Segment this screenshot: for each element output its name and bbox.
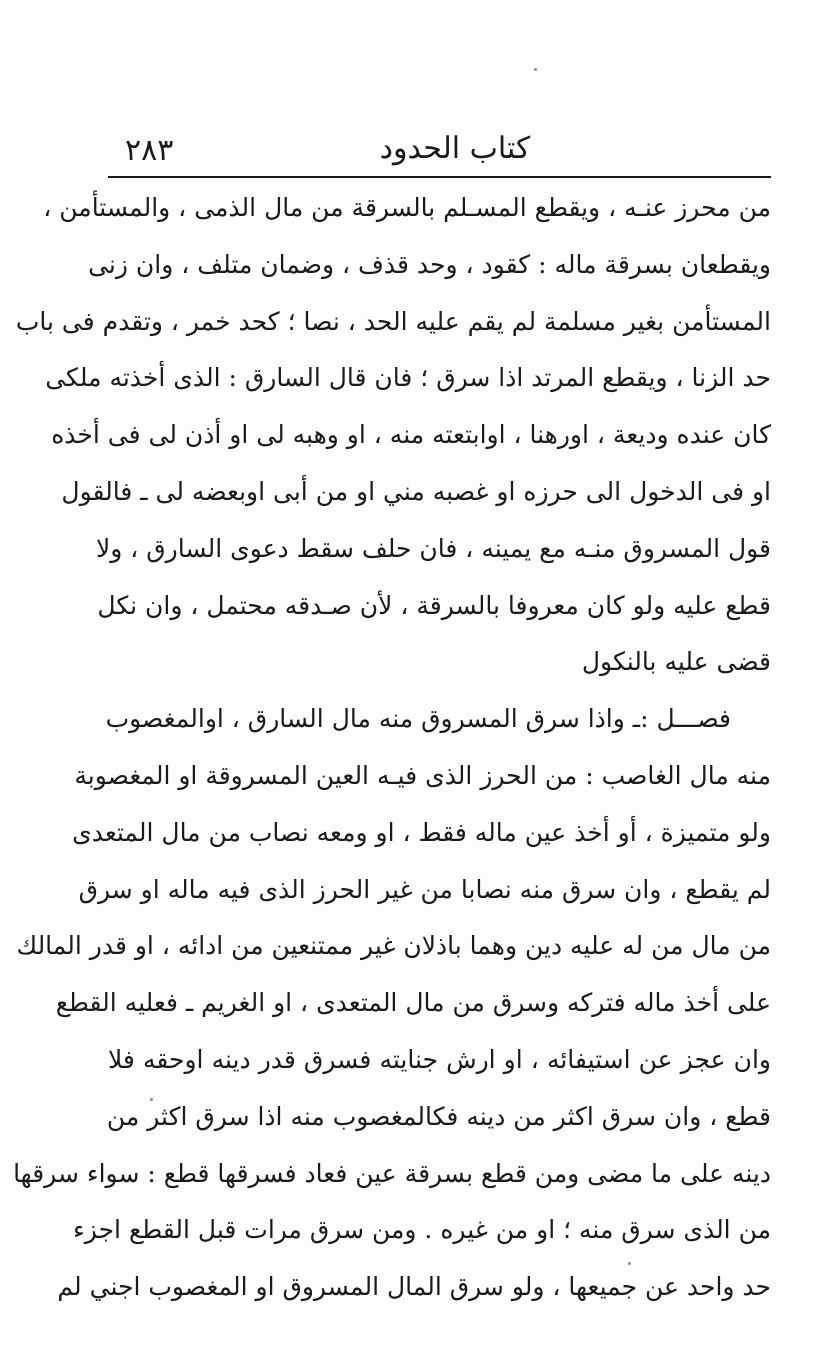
print-speck — [534, 68, 537, 71]
section-heading-line: فصـــل :ـ واذا سرق المسروق منه مال السارق ، اوالمغصوب — [105, 704, 731, 734]
text-line: من الذى سرق منه ؛ او من غيره . ومن سرق مرات قبل القطع اجزء — [73, 1215, 771, 1245]
text-line: قطع عليه ولو كان معروفا بالسرقة ، لأن صـدقه محتمل ، وان نكل — [97, 590, 771, 620]
text-line: من مال من له عليه دين وهما باذلان غير ممتنعين من ادائه ، او قدر المالك — [16, 931, 771, 961]
text-line: كان عنده وديعة ، اورهنا ، اوابتعته منه ، او وهبه لى او أذن لى فى أخذه — [51, 420, 771, 450]
text-line: ولو متميزة ، أو أخذ عين ماله فقط ، او ومعه نصاب من مال المتعدى — [72, 817, 771, 847]
text-line: او فى الدخول الى حرزه او غصبه مني او من أبى اوبعضه لى ـ فالقول — [61, 476, 771, 506]
text-line: من محرز عنـه ، ويقطع المسـلم بالسرقة من مال الذمى ، والمستأمن ، — [43, 193, 771, 222]
text-line: حد الزنا ، ويقطع المرتد اذا سرق ؛ فان قال السارق : الذى أخذته ملكى — [45, 363, 771, 393]
text-line: قول المسروق منـه مع يمينه ، فان حلف سقط دعوى السارق ، ولا — [95, 533, 771, 563]
text-line: حد واحد عن جميعها ، ولو سرق المال المسروق او المغصوب اجني لم — [57, 1272, 771, 1302]
page-header — [105, 125, 755, 173]
page-number: ٢٨٣ — [125, 133, 174, 168]
text-line: لم يقطع ، وان سرق منه نصابا من غير الحرز الذى فيه ماله او سرق — [78, 874, 771, 904]
text-line: المستأمن بغير مسلمة لم يقم عليه الحد ، نصا ؛ كحد خمر ، وتقدم فى باب — [15, 306, 771, 336]
header-divider — [108, 176, 771, 178]
print-speck — [150, 1098, 153, 1101]
text-line: قطع ، وان سرق اكثر من دينه فكالمغصوب منه اذا سرق اكثر من — [106, 1101, 771, 1131]
text-line: وان عجز عن استيفائه ، او ارش جنايته فسرق قدر دينه اوحقه فلا — [108, 1044, 771, 1074]
text-line: قضى عليه بالنكول — [581, 647, 771, 677]
text-line: ويقطعان بسرقة ماله : كقود ، وحد قذف ، وضمان متلف ، وان زنى — [88, 249, 771, 279]
text-line: على أخذ ماله فتركه وسرق من مال المتعدى ، او الغريم ـ فعليه القطع — [55, 988, 771, 1018]
text-line: دينه على ما مضى ومن قطع بسرقة عين فعاد فسرقها قطع : سواء سرقها — [13, 1158, 771, 1188]
print-speck — [628, 1262, 631, 1265]
text-line: منه مال الغاصب : من الحرز الذى فيـه العين المسروقة او المغصوبة — [74, 760, 771, 790]
body-text — [13, 180, 771, 1316]
running-title: كتاب الحدود — [379, 131, 531, 166]
